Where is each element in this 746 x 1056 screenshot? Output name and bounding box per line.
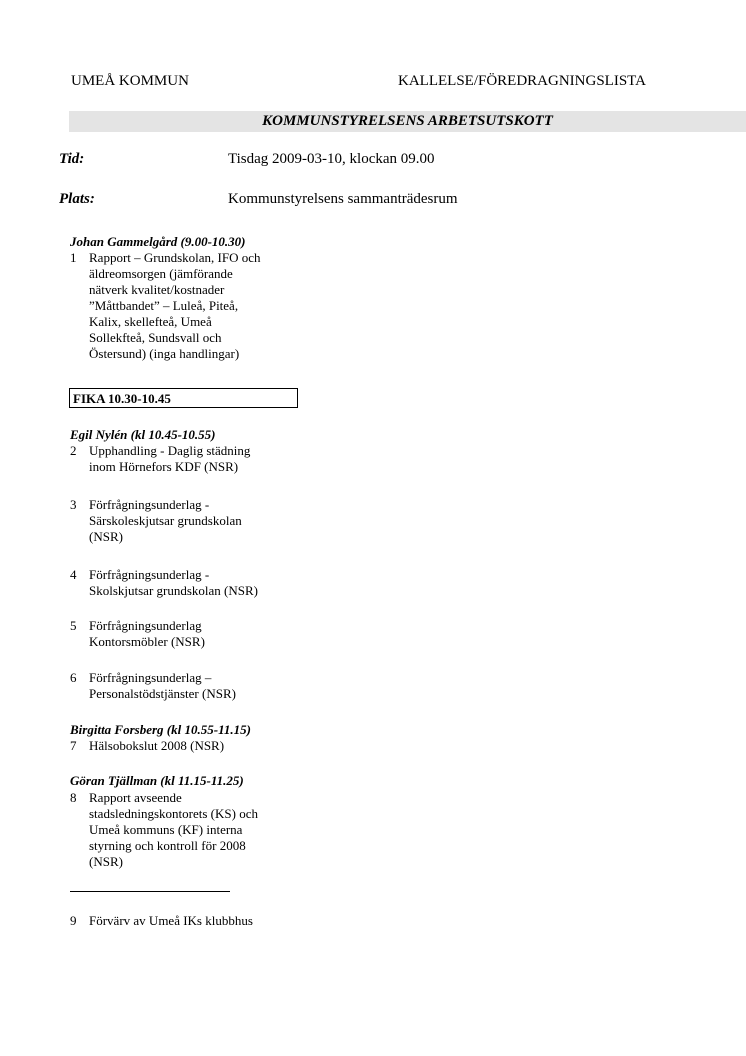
agenda-item-text: Rapport – Grundskolan, IFO och äldreomsorgen (jämförande nätverk kvalitet/kostnader ”Måttbandet” – Luleå, Piteå, Kalix, skellefteå, Umeå Sollekfteå, Sundsvall och Östersund) (inga handlingar) — [89, 250, 261, 361]
agenda-item — [70, 670, 310, 702]
horizontal-rule — [70, 891, 230, 892]
document-type: KALLELSE/FÖREDRAGNINGSLISTA — [398, 73, 646, 89]
agenda-item — [70, 618, 310, 650]
presenter-heading: Göran Tjällman (kl 11.15-11.25) — [70, 773, 244, 788]
agenda-item-number: 3 — [70, 497, 77, 512]
agenda-item — [70, 913, 310, 929]
presenter-heading: Egil Nylén (kl 10.45-10.55) — [70, 427, 216, 442]
agenda-item-number: 2 — [70, 443, 77, 458]
agenda-item-text: Hälsobokslut 2008 (NSR) — [89, 738, 225, 753]
time-value: Tisdag 2009-03-10, klockan 09.00 — [228, 151, 435, 167]
agenda-item — [70, 443, 310, 475]
agenda-item — [70, 250, 310, 362]
agenda-item-number: 6 — [70, 670, 77, 685]
agenda-item-text: Upphandling - Daglig städning inom Hörnefors KDF (NSR) — [89, 443, 251, 474]
agenda-item — [70, 738, 310, 754]
place-label: Plats: — [59, 191, 95, 207]
agenda-item-number: 7 — [70, 738, 77, 753]
time-label: Tid: — [59, 151, 85, 167]
agenda-item-number: 5 — [70, 618, 77, 633]
agenda-item-number: 4 — [70, 567, 77, 582]
presenter-heading: Johan Gammelgård (9.00-10.30) — [70, 234, 246, 249]
agenda-item — [70, 790, 310, 870]
committee-title: KOMMUNSTYRELSENS ARBETSUTSKOTT — [262, 113, 553, 129]
coffee-break-box — [69, 388, 298, 408]
agenda-item — [70, 567, 310, 599]
agenda-item-number: 8 — [70, 790, 77, 805]
place-value: Kommunstyrelsens sammanträdesrum — [228, 191, 458, 207]
agenda-item-text: Förfrågningsunderlag - Särskoleskjutsar grundskolan (NSR) — [89, 497, 242, 544]
agenda-item-text: Rapport avseende stadsledningskontorets (KS) och Umeå kommuns (KF) interna styrning och kontroll för 2008 (NSR) — [89, 790, 258, 869]
agenda-item — [70, 497, 310, 545]
committee-title-band — [69, 111, 746, 132]
municipality-name: UMEÅ KOMMUN — [71, 73, 189, 89]
agenda-item-text: Förvärv av Umeå IKs klubbhus — [89, 913, 253, 928]
agenda-item-number: 9 — [70, 913, 77, 928]
presenter-heading: Birgitta Forsberg (kl 10.55-11.15) — [70, 722, 251, 737]
agenda-item-text: Förfrågningsunderlag Kontorsmöbler (NSR) — [89, 618, 205, 649]
agenda-item-text: Förfrågningsunderlag – Personalstödstjänster (NSR) — [89, 670, 236, 701]
agenda-item-text: Förfrågningsunderlag - Skolskjutsar grundskolan (NSR) — [89, 567, 258, 598]
agenda-item-number: 1 — [70, 250, 77, 265]
coffee-break-text: FIKA 10.30-10.45 — [73, 391, 171, 406]
